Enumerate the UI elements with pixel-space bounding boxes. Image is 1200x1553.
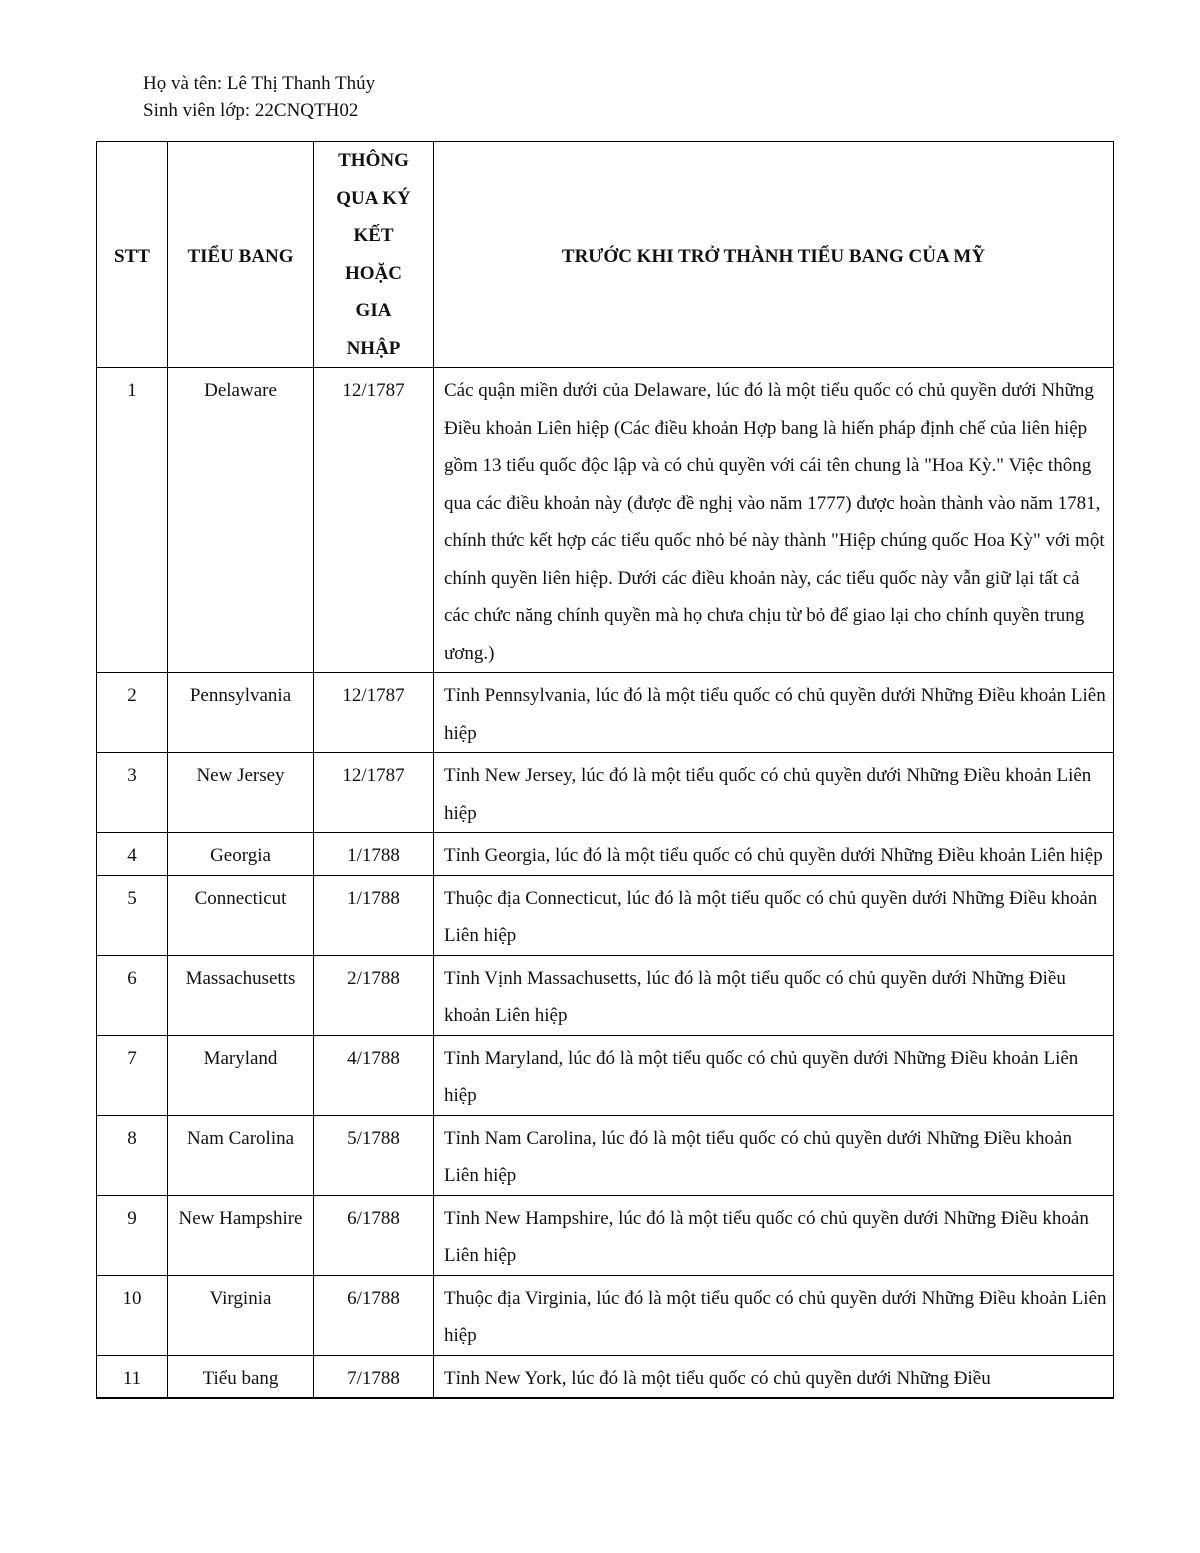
table-row [97,368,1114,673]
table-row [97,753,1114,833]
row-description: Thuộc địa Connecticut, lúc đó là một tiểu quốc có chủ quyền dưới Những Điều khoản Liên hiệp [434,875,1114,955]
row-state: Massachusetts [168,955,314,1035]
table-row [97,673,1114,753]
row-stt: 5 [97,875,168,955]
row-date: 5/1788 [314,1115,434,1195]
table-row [97,955,1114,1035]
row-stt: 6 [97,955,168,1035]
row-stt: 9 [97,1195,168,1275]
row-state: Pennsylvania [168,673,314,753]
row-date: 7/1788 [314,1355,434,1398]
row-stt: 4 [97,833,168,876]
row-description: Tỉnh Nam Carolina, lúc đó là một tiểu quốc có chủ quyền dưới Những Điều khoản Liên hiệp [434,1115,1114,1195]
row-description: Tỉnh New Hampshire, lúc đó là một tiểu quốc có chủ quyền dưới Những Điều khoản Liên hiệp [434,1195,1114,1275]
row-date: 12/1787 [314,753,434,833]
row-state: Connecticut [168,875,314,955]
row-description: Tỉnh Maryland, lúc đó là một tiểu quốc có chủ quyền dưới Những Điều khoản Liên hiệp [434,1035,1114,1115]
row-state: Delaware [168,368,314,673]
table-row [97,1195,1114,1275]
row-stt: 8 [97,1115,168,1195]
row-stt: 10 [97,1275,168,1355]
table-row [97,1115,1114,1195]
header-before: TRƯỚC KHI TRỞ THÀNH TIỂU BANG CỦA MỸ [434,142,1114,368]
row-date: 6/1788 [314,1275,434,1355]
table-header-row [97,142,1114,368]
row-date: 2/1788 [314,955,434,1035]
row-description: Tỉnh Vịnh Massachusetts, lúc đó là một tiểu quốc có chủ quyền dưới Những Điều khoản Liên hiệp [434,955,1114,1035]
row-date: 12/1787 [314,673,434,753]
row-state: Maryland [168,1035,314,1115]
row-date: 1/1788 [314,875,434,955]
student-name: Họ và tên: Lê Thị Thanh Thúy [143,73,376,94]
row-description: Thuộc địa Virginia, lúc đó là một tiểu quốc có chủ quyền dưới Những Điều khoản Liên hiệp [434,1275,1114,1355]
row-state: New Jersey [168,753,314,833]
row-date: 6/1788 [314,1195,434,1275]
row-stt: 11 [97,1355,168,1398]
table-row [97,875,1114,955]
row-stt: 3 [97,753,168,833]
row-description: Tỉnh New Jersey, lúc đó là một tiểu quốc có chủ quyền dưới Những Điều khoản Liên hiệp [434,753,1114,833]
table-body [97,368,1114,1399]
header-state: TIỂU BANG [168,142,314,368]
document-header [143,70,375,124]
row-description: Các quận miền dưới của Delaware, lúc đó là một tiểu quốc có chủ quyền dưới Những Điều khoản Liên hiệp (Các điều khoản Hợp bang là hiến pháp định chế của liên hiệp gồm 13 tiểu quốc độc lập và có chủ quyền với cái tên chung là "Hoa Kỳ." Việc thông qua các điều khoản này (được đề nghị vào năm 1777) được hoàn thành vào năm 1781, chính thức kết hợp các tiểu quốc nhỏ bé này thành "Hiệp chúng quốc Hoa Kỳ" với một chính quyền liên hiệp. Dưới các điều khoản này, các tiểu quốc này vẫn giữ lại tất cả các chức năng chính quyền mà họ chưa chịu từ bỏ để giao lại cho chính quyền trung ương.) [434,368,1114,673]
row-state: Tiểu bang [168,1355,314,1398]
row-state: Nam Carolina [168,1115,314,1195]
table-row [97,1035,1114,1115]
row-description: Tỉnh Pennsylvania, lúc đó là một tiểu quốc có chủ quyền dưới Những Điều khoản Liên hiệp [434,673,1114,753]
row-date: 12/1787 [314,368,434,673]
row-state: New Hampshire [168,1195,314,1275]
table-row [97,833,1114,876]
row-stt: 2 [97,673,168,753]
table-row [97,1275,1114,1355]
row-stt: 7 [97,1035,168,1115]
states-table [96,141,1114,1399]
header-date: THÔNG QUA KÝ KẾT HOẶC GIA NHẬP [314,142,434,368]
table-row [97,1355,1114,1398]
row-stt: 1 [97,368,168,673]
row-description: Tỉnh New York, lúc đó là một tiểu quốc có chủ quyền dưới Những Điều [434,1355,1114,1398]
row-state: Virginia [168,1275,314,1355]
row-date: 4/1788 [314,1035,434,1115]
row-state: Georgia [168,833,314,876]
row-description: Tỉnh Georgia, lúc đó là một tiểu quốc có chủ quyền dưới Những Điều khoản Liên hiệp [434,833,1114,876]
student-class: Sinh viên lớp: 22CNQTH02 [143,100,359,121]
row-date: 1/1788 [314,833,434,876]
header-stt: STT [97,142,168,368]
